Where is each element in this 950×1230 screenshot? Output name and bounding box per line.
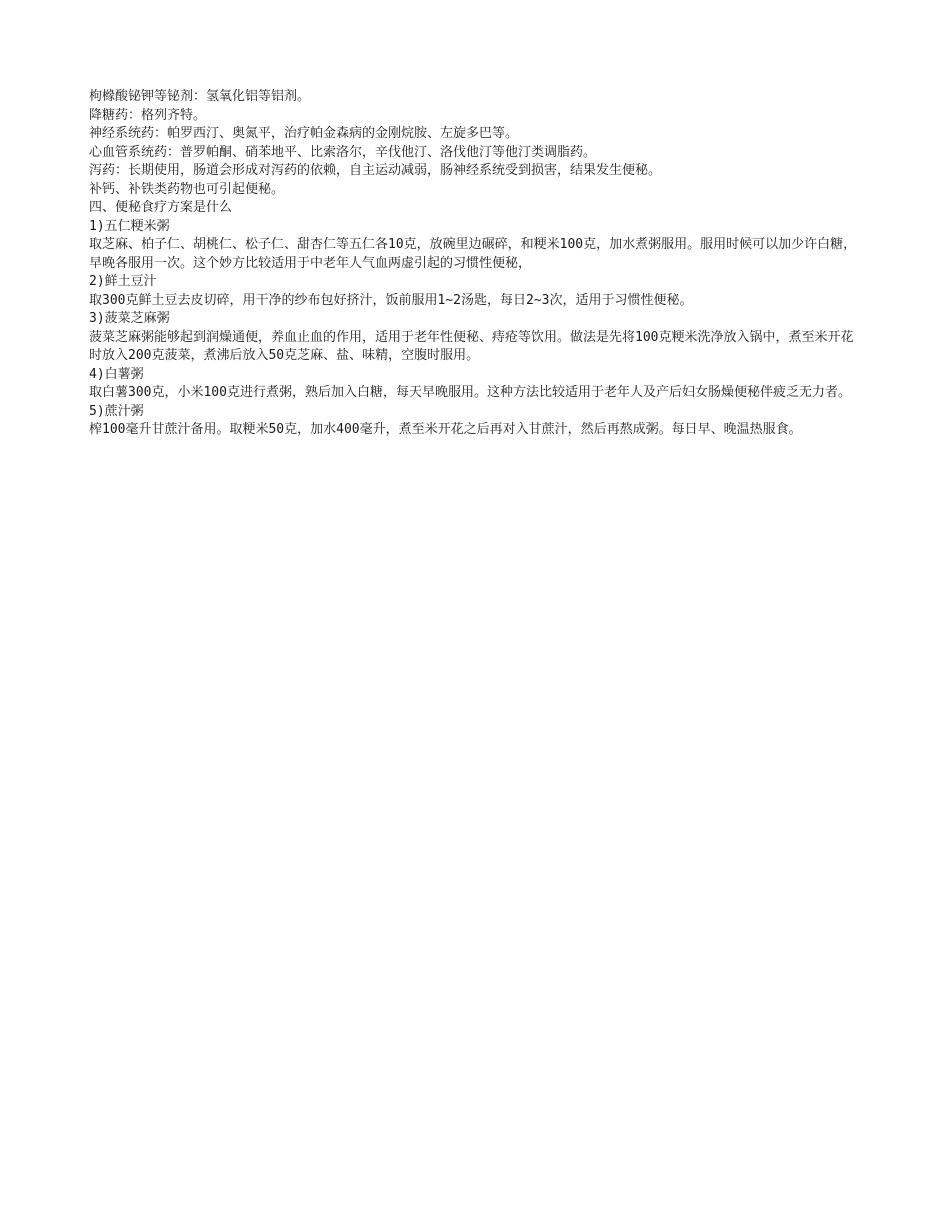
- recipe-item: [89, 310, 864, 366]
- recipe-text: 取300克鲜土豆去皮切碎，用干净的纱布包好挤汁，饭前服用1~2汤匙，每日2~3次，适用于习惯性便秘。: [89, 292, 693, 308]
- text-line-bismuth: 枸橼酸铋钾等铋剂：氢氧化铝等铝剂。: [89, 89, 311, 104]
- recipe-item: [89, 273, 864, 310]
- text-line-cardio-drugs: 心血管系统药：普罗帕酮、硝苯地平、比索洛尔，辛伐他汀、洛伐他汀等他汀类调脂药。: [89, 144, 597, 160]
- recipe-title: 5)蔗汁粥: [89, 403, 144, 419]
- recipe-title: 1)五仁粳米粥: [89, 218, 170, 234]
- text-line-neuro-drugs: 神经系统药：帕罗西汀、奥氮平，治疗帕金森病的金刚烷胺、左旋多巴等。: [89, 126, 519, 141]
- recipe-item: [89, 403, 864, 440]
- text-line-supplements: 补钙、补铁类药物也可引起便秘。: [89, 181, 285, 197]
- recipe-text: 取白薯300克，小米100克进行煮粥，熟后加入白糖，每天早晚服用。这种方法比较适用于老年人及产后妇女肠燥便秘伴疲乏无力者。: [89, 385, 851, 400]
- text-line-laxatives: 泻药：长期使用，肠道会形成对泻药的依赖，自主运动减弱，肠神经系统受到损害，结果发生便秘。: [89, 163, 662, 178]
- text-line-antidiabetic: 降糖药：格列齐特。: [89, 107, 207, 123]
- recipe-item: [89, 366, 864, 403]
- recipe-text: 榨100毫升甘蔗汁备用。取粳米50克，加水400毫升，煮至米开花之后再对入甘蔗汁，然后再熬成粥。每日早、晚温热服食。: [89, 422, 802, 437]
- recipe-text: 菠菜芝麻粥能够起到润燥通便，养血止血的作用，适用于老年性便秘、痔疮等饮用。做法是先将100克粳米洗净放入锅中，煮至米开花时放入200克菠菜，煮沸后放入50克芝麻、盐、味精，空腹时服用。: [89, 329, 854, 363]
- document-body: [89, 88, 864, 440]
- recipe-item: [89, 218, 864, 274]
- recipe-title: 3)菠菜芝麻粥: [89, 311, 170, 326]
- recipe-text: 取芝麻、柏子仁、胡桃仁、松子仁、甜杏仁等五仁各10克，放碗里边碾碎，和粳米100克，加水煮粥服用。服用时候可以加少许白糖，早晚各服用一次。这个妙方比较适用于中老年人气血两虚引起的习惯性便秘，: [89, 237, 857, 271]
- recipe-title: 4)白薯粥: [89, 366, 144, 382]
- section-heading: 四、便秘食疗方案是什么: [89, 200, 233, 215]
- recipe-title: 2)鲜土豆汁: [89, 274, 157, 289]
